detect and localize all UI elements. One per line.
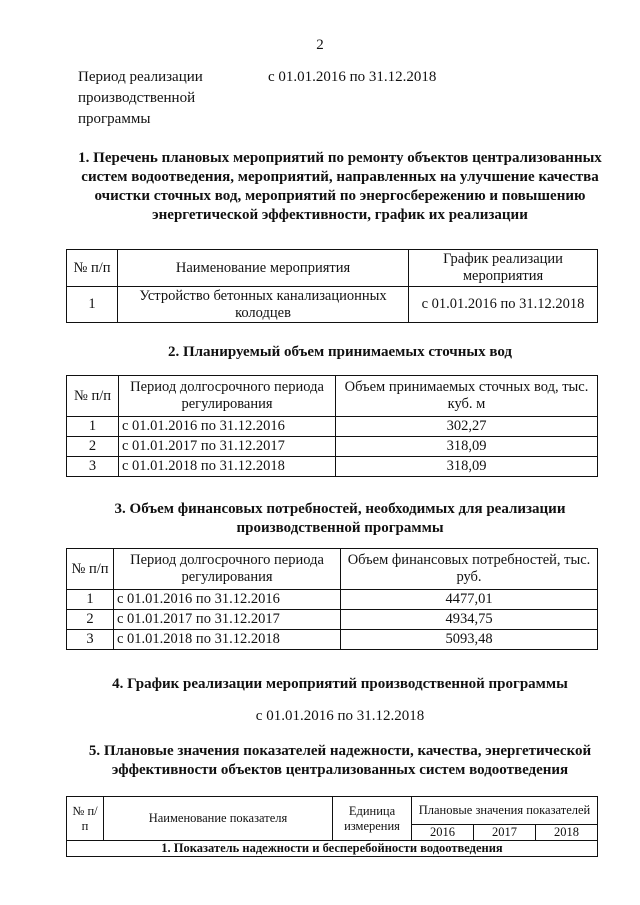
table-row [67,630,598,650]
header-num: № п/п [67,376,119,417]
cell-num: 1 [67,417,119,437]
page-number: 2 [316,37,324,53]
cell-volume: 318,09 [336,457,598,477]
section-5-title: 5. Плановые значения показателей надежности, качества, энергетической эффективности объектов централизованных систем водоотведения [88,743,592,778]
header-indicator-name: Наименование показателя [104,797,333,841]
subsection-reliability: 1. Показатель надежности и бесперебойности водоотведения [67,841,598,857]
cell-period: с 01.01.2018 по 31.12.2018 [119,457,336,477]
cell-period: с 01.01.2017 по 31.12.2017 [119,437,336,457]
cell-num: 3 [67,457,119,477]
cell-num: 2 [67,610,114,630]
section-3-title: 3. Объем финансовых потребностей, необходимых для реализации производственной программы [114,501,566,536]
cell-period: с 01.01.2018 по 31.12.2018 [114,630,341,650]
header-volume: Объем принимаемых сточных вод, тыс. куб. м [336,376,598,417]
header-year-2016: 2016 [412,825,474,841]
cell-num: 2 [67,437,119,457]
header-unit: Единица измерения [333,797,412,841]
table-row [67,590,598,610]
header-activity-name: Наименование мероприятия [118,250,409,287]
period-value: с 01.01.2016 по 31.12.2018 [268,69,437,85]
period-label: Период реализации производственной программы [78,69,203,127]
cell-financial-volume: 4934,75 [341,610,598,630]
indicators-table [66,796,598,857]
cell-financial-volume: 5093,48 [341,630,598,650]
cell-period: с 01.01.2017 по 31.12.2017 [114,610,341,630]
header-schedule: График реализации мероприятия [409,250,598,287]
cell-schedule: с 01.01.2016 по 31.12.2018 [409,287,598,323]
table-row [67,287,598,323]
header-num: № п/п [67,549,114,590]
header-period: Период долгосрочного периода регулирования [114,549,341,590]
section-4-period: с 01.01.2016 по 31.12.2018 [255,708,425,724]
header-year-2017: 2017 [473,825,535,841]
cell-financial-volume: 4477,01 [341,590,598,610]
table-row [67,457,598,477]
header-planned-values: Плановые значения показателей [412,797,598,825]
cell-period: с 01.01.2016 по 31.12.2016 [114,590,341,610]
cell-num: 3 [67,630,114,650]
cell-activity-name: Устройство бетонных канализационных колодцев [118,287,409,323]
cell-num: 1 [67,287,118,323]
header-financial-volume: Объем финансовых потребностей, тыс. руб. [341,549,598,590]
activities-table [66,249,598,323]
cell-period: с 01.01.2016 по 31.12.2016 [119,417,336,437]
table-row [67,610,598,630]
table-row [67,437,598,457]
table-row [67,417,598,437]
header-num: № п/п [67,250,118,287]
cell-volume: 302,27 [336,417,598,437]
cell-volume: 318,09 [336,437,598,457]
section-4-title: 4. График реализации мероприятий производственной программы [112,676,568,692]
wastewater-volume-table [66,375,598,477]
cell-num: 1 [67,590,114,610]
header-year-2018: 2018 [535,825,597,841]
financial-needs-table [66,548,598,650]
header-num: № п/п [67,797,104,841]
header-period: Период долгосрочного периода регулирования [119,376,336,417]
section-1-title: 1. Перечень плановых мероприятий по ремонту объектов централизованных систем водоотведения, мероприятий, направленных на улучшение качества очистки сточных вод, мероприятий по энергосбережению и повышению энергетической эффективности, график их реализации [78,150,602,223]
section-2-title: 2. Планируемый объем принимаемых сточных вод [167,344,513,360]
